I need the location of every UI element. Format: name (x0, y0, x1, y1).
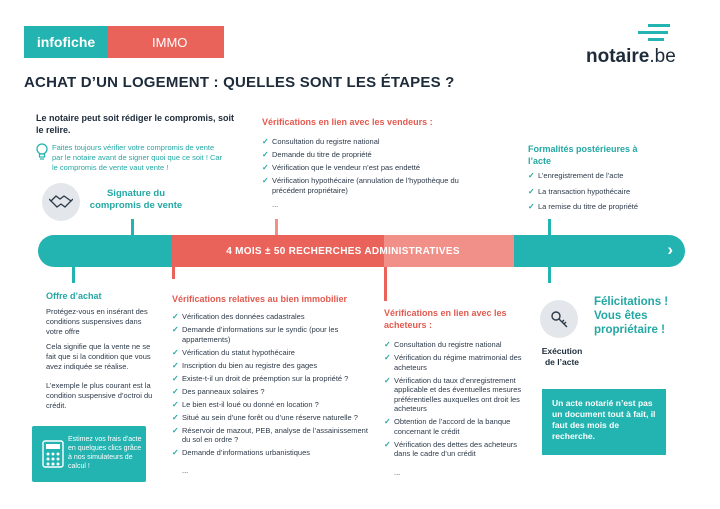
key-icon (548, 308, 570, 330)
list-item: ✓ Situé au sein d’une forêt ou d’une réserve naturelle ? (172, 412, 358, 422)
offer-paragraph-1: Protégez-vous en insérant des conditions suspensives dans votre offre (46, 307, 148, 336)
property-heading: Vérifications relatives au bien immobilier (172, 294, 348, 304)
check-icon: ✓ (172, 373, 179, 383)
check-icon: ✓ (172, 360, 179, 370)
chevron-right-icon[interactable]: › (667, 240, 673, 259)
list-item: ✓ Demande du titre de propriété (262, 150, 372, 159)
timeline-tick (548, 267, 551, 283)
property-more: ... (182, 466, 189, 475)
list-item: ✓ Vérification des données cadastrales (172, 312, 305, 321)
check-icon: ✓ (384, 340, 391, 349)
check-icon: ✓ (262, 150, 269, 159)
logo-wordmark: notaire.be (586, 46, 676, 67)
calculator-text: Estimez vos frais d’acte en quelques clics grâce à nos simulateurs de calcul ! (68, 436, 142, 470)
timeline-tick (548, 219, 551, 235)
list-item: ✓ Obtention de l’accord de la banque concernant le crédit (384, 417, 511, 436)
timeline-tick (275, 219, 278, 235)
notaire-logo[interactable] (586, 22, 696, 68)
check-icon: ✓ (172, 412, 179, 422)
list-item: ✓ Vérification du statut hypothécaire (172, 347, 295, 357)
check-icon: ✓ (262, 137, 269, 146)
check-icon: ✓ (384, 353, 391, 362)
infofiche-tag: infofiche (24, 26, 108, 58)
list-item: ✓ La transaction hypothécaire (528, 186, 631, 196)
lightbulb-icon (36, 143, 48, 166)
check-icon: ✓ (172, 386, 179, 396)
handshake-icon-circle (42, 183, 80, 221)
buyers-more: ... (394, 468, 401, 477)
formalities-list (528, 171, 688, 215)
offer-heading: Offre d’achat (46, 291, 102, 301)
timeline-bar (38, 235, 685, 267)
offer-paragraph-3: L’exemple le plus courant est la condition suspensive d’octroi du crédit. (46, 381, 153, 410)
list-item: ✓ L’enregistrement de l’acte (528, 171, 624, 180)
check-icon: ✓ (262, 163, 269, 172)
list-item: ✓ Vérification que le vendeur n’est pas endetté (262, 163, 421, 172)
check-icon: ✓ (172, 399, 179, 409)
buyers-heading: Vérifications en lien avec les acheteurs : (384, 308, 507, 330)
check-icon: ✓ (528, 202, 535, 211)
key-hand-icon-circle (540, 300, 578, 338)
signature-label: Signature du compromis de vente (89, 188, 183, 211)
check-icon: ✓ (172, 425, 179, 435)
sellers-list (262, 137, 472, 199)
sellers-heading: Vérifications en lien avec les vendeurs : (262, 117, 433, 127)
handshake-icon (49, 192, 73, 212)
congratulations-text: Félicitations ! Vous êtes propriétaire ! (594, 296, 669, 336)
check-icon: ✓ (172, 448, 179, 457)
page-title: ACHAT D’UN LOGEMENT : QUELLES SONT LES ÉTAPES ? (24, 74, 455, 91)
check-icon: ✓ (384, 439, 391, 449)
offer-paragraph-2: Cela signifie que la vente ne se fait que si la condition que vous avez indiquée se réalise. (46, 342, 151, 371)
check-icon: ✓ (384, 375, 391, 385)
check-icon: ✓ (262, 176, 269, 185)
formalities-heading: Formalités postérieures à l’acte (528, 144, 638, 166)
check-icon: ✓ (528, 171, 535, 180)
calculator-promo[interactable] (32, 426, 146, 482)
check-icon: ✓ (172, 325, 179, 334)
buyers-list (384, 340, 530, 462)
timeline-tick (131, 219, 134, 235)
list-item: ✓ Réservoir de mazout, PEB, analyse de l’assainissement du sol en ordre ? (172, 425, 368, 444)
check-icon: ✓ (172, 312, 179, 321)
list-item: ✓ Demande d’informations sur le syndic (pour les appartements) (172, 325, 339, 344)
list-item: ✓ Vérification du régime matrimonial des acheteurs (384, 353, 522, 372)
execution-label: Exécution de l’acte (541, 346, 583, 367)
list-item: ✓ Consultation du registre national (384, 340, 502, 349)
list-item: ✓ Vérification du taux d’enregistrement applicable et des éventuelles mesures préférentielles auxquelles ont droit les acheteurs (384, 375, 522, 413)
tip-text: Faites toujours vérifier votre compromis de vente par le notaire avant de signer quoi que ce soit ! Car le compromis de vente vaut vente ! (52, 143, 223, 172)
check-icon: ✓ (384, 417, 391, 426)
calculator-icon (42, 440, 64, 468)
list-item: ✓ Existe-t-il un droit de préemption sur la propriété ? (172, 373, 349, 383)
timeline-tick (72, 267, 75, 283)
note-callout: Un acte notarié n’est pas un document tout à fait, il faut des mois de recherche. (542, 389, 666, 455)
list-item: ✓ Vérification hypothécaire (annulation de l’hypothèque du précédent propriétaire) (262, 176, 459, 195)
intro-text: Le notaire peut soit rédiger le compromis, soit le relire. (36, 113, 235, 135)
list-item: ✓ Vérification des dettes des acheteurs dans le cadre d’un crédit (384, 439, 517, 458)
check-icon: ✓ (172, 347, 179, 357)
timeline-label: 4 MOIS ± 50 RECHERCHES ADMINISTRATIVES (226, 245, 460, 257)
list-item: ✓ La remise du titre de propriété (528, 202, 639, 211)
list-item: ✓ Des panneaux solaires ? (172, 386, 265, 396)
check-icon: ✓ (528, 186, 535, 196)
sellers-more: ... (272, 200, 279, 209)
timeline-tick (384, 267, 387, 301)
list-item: ✓ Consultation du registre national (262, 137, 380, 146)
list-item: ✓ Demande d’informations urbanistiques (172, 448, 310, 457)
category-tag: IMMO (108, 26, 224, 58)
property-list (172, 312, 368, 461)
list-item: ✓ Inscription du bien au registre des gages (172, 360, 318, 370)
list-item: ✓ Le bien est-il loué ou donné en location ? (172, 399, 319, 409)
timeline-tick (172, 267, 175, 279)
